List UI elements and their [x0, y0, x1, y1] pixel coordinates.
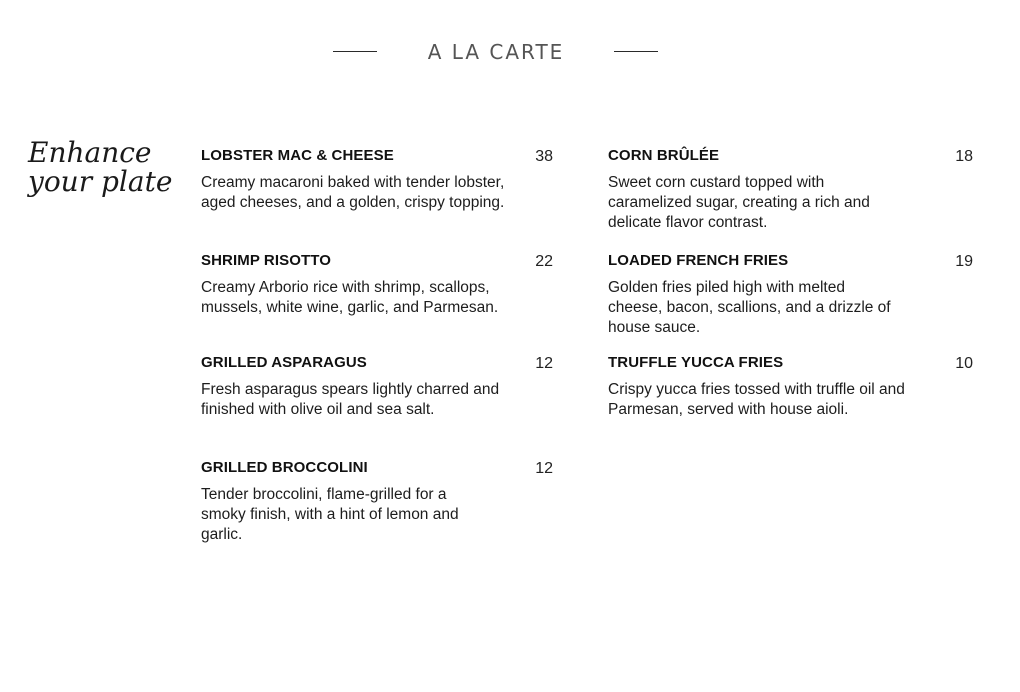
- section-title-line-2: your plate: [28, 165, 173, 198]
- page-title: A LA CARTE: [427, 40, 565, 64]
- menu-item-price: 19: [955, 253, 973, 270]
- menu-item-price: 18: [955, 148, 973, 165]
- menu-item-price: 10: [955, 355, 973, 372]
- section-title-line-1: Enhance: [28, 136, 152, 169]
- menu-item-description: Crispy yucca fries tossed with truffle oil and Parmesan, served with house aioli.: [608, 381, 905, 418]
- menu-item-description: Fresh asparagus spears lightly charred and finished with olive oil and sea salt.: [201, 381, 500, 418]
- menu-item-name: CORN BRÛLÉE: [608, 147, 720, 164]
- menu-item-name: GRILLED BROCCOLINI: [201, 459, 368, 476]
- menu-item-name: GRILLED ASPARAGUS: [201, 354, 367, 371]
- menu-item-price: 12: [535, 460, 553, 477]
- menu-item-name: TRUFFLE YUCCA FRIES: [608, 354, 784, 371]
- header-divider-left: [333, 51, 377, 52]
- menu-item-name: SHRIMP RISOTTO: [201, 252, 332, 269]
- menu-header: [0, 36, 1020, 68]
- menu-item-price: 12: [535, 355, 553, 372]
- menu-item-description: Creamy macaroni baked with tender lobster, aged cheeses, and a golden, crispy topping.: [201, 174, 505, 211]
- menu-item-name: LOADED FRENCH FRIES: [608, 252, 789, 269]
- menu-item-price: 38: [535, 148, 553, 165]
- menu-item-description: Tender broccolini, flame-grilled for a smoky finish, with a hint of lemon and garlic.: [201, 486, 459, 543]
- menu-item-description: Creamy Arborio rice with shrimp, scallops, mussels, white wine, garlic, and Parmesan.: [201, 279, 499, 316]
- section-title: [28, 138, 198, 196]
- menu-item-name: LOBSTER MAC & CHEESE: [201, 147, 394, 164]
- header-divider-right: [614, 51, 658, 52]
- menu-item-price: 22: [535, 253, 553, 270]
- menu-item-description: Sweet corn custard topped with caramelized sugar, creating a rich and delicate flavor contrast.: [608, 174, 870, 231]
- menu-item-description: Golden fries piled high with melted cheese, bacon, scallions, and a drizzle of house sauce.: [608, 279, 891, 336]
